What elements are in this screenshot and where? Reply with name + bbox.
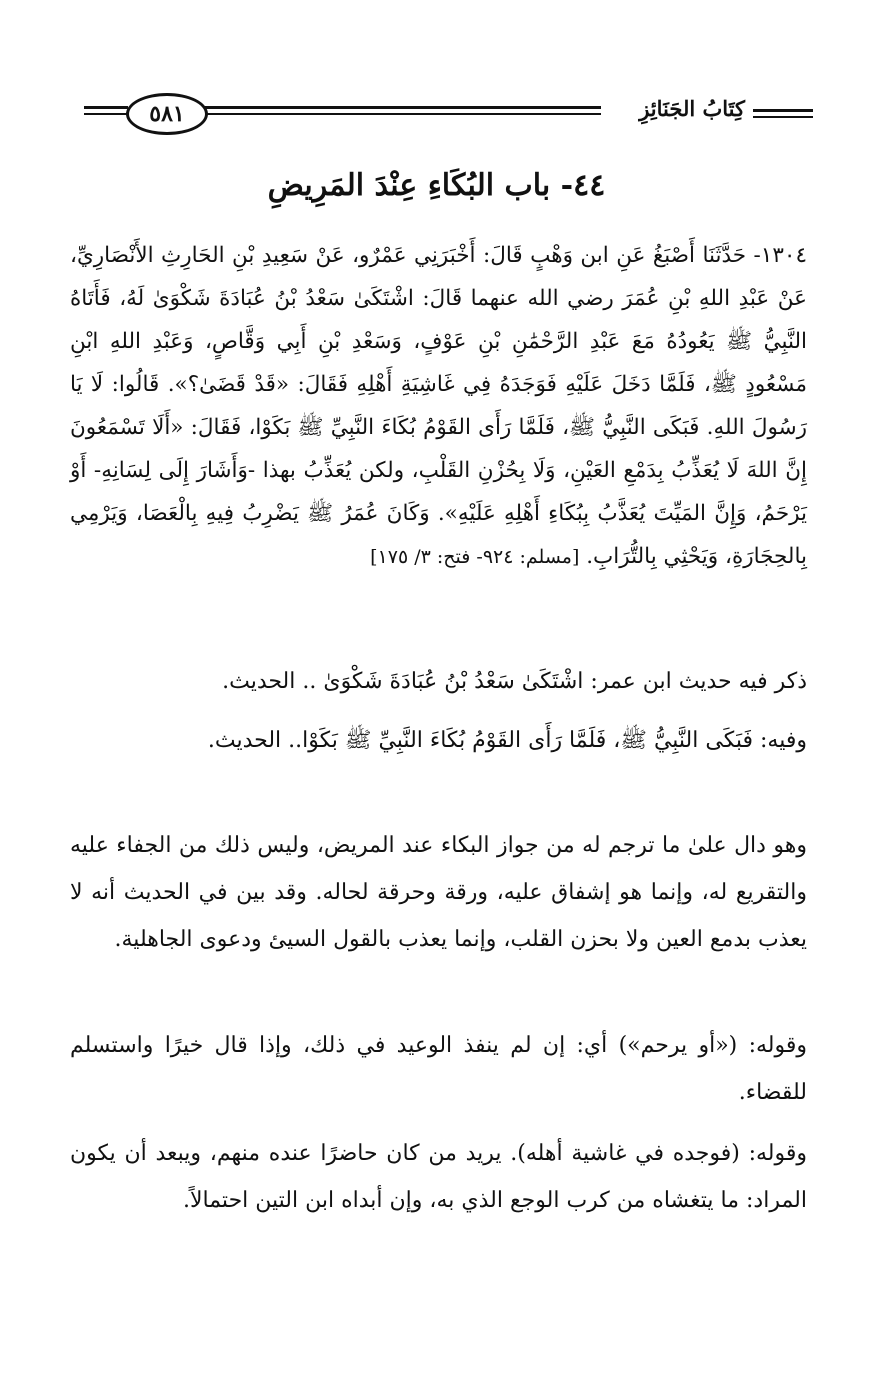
page-number: ٥٨١: [149, 101, 185, 127]
commentary-paragraph: ذكر فيه حديث ابن عمر: اشْتَكَىٰ سَعْدُ بْنُ عُبَادَةَ شَكْوَىٰ .. الحديث.: [222, 669, 807, 694]
chapter-title: ٤٤- باب البُكَاءِ عِنْدَ المَرِيضِ: [267, 168, 606, 203]
page-number-oval: [126, 93, 208, 135]
running-header: [84, 92, 813, 138]
header-rule-right-thin: [753, 116, 813, 118]
commentary-paragraph: وفيه: فَبَكَى النَّبِيُّ ﷺ، فَلَمَّا رَأَى القَوْمُ بُكَاءَ النَّبِيِّ ﷺ بَكَوْا.. الحديث.: [207, 728, 807, 753]
book-title: كِتَابُ الجَنَائِزِ: [639, 96, 745, 121]
header-rule-middle-thin: [202, 113, 601, 115]
header-rule-middle: [202, 106, 601, 109]
hadith-block: [70, 234, 807, 579]
commentary-paragraph: وهو دال علىٰ ما ترجم له من جواز البكاء عند المريض، وليس ذلك من الجفاء عليه والتقريع له، وإنما هو إشفاق عليه، ورقة وحرقة لحاله. وقد بين في الحديث أنه لا يعذب بدمع العين ولا بحزن القلب، وإنما يعذب بالقول السيئ ودعوى الجاهلية.: [70, 833, 807, 952]
header-rule-left-thin: [84, 113, 128, 115]
commentary-paragraph: وقوله: («أو يرحم») أي: إن لم ينفذ الوعيد في ذلك، وإذا قال خيرًا واستسلم للقضاء.: [70, 1033, 807, 1105]
hadith-reference: [مسلم: ٩٢٤- فتح: ٣/ ١٧٥]: [370, 546, 580, 568]
header-rule-right: [753, 109, 813, 112]
header-rule-left: [84, 106, 128, 109]
commentary-paragraph: وقوله: (فوجده في غاشية أهله). يريد من كان حاضرًا عنده منهم، ويبعد أن يكون المراد: ما يتغشاه من كرب الوجع الذي به، وإن أبداه ابن التين احتمالاً.: [70, 1141, 807, 1213]
hadith-text: ١٣٠٤- حَدَّثَنَا أَصْبَغُ عَنِ ابن وَهْبٍ قَالَ: أَخْبَرَنِي عَمْرٌو، عَنْ سَعِيدِ بْنِ الحَارِثِ الأَنْصَارِيِّ، عَنْ عَبْدِ اللهِ بْنِ عُمَرَ رضي الله عنهما قَالَ: اشْتَكَىٰ سَعْدُ بْنُ عُبَادَةَ شَكْوَىٰ لَهُ، فَأَتَاهُ النَّبِيُّ ﷺ يَعُودُهُ مَعَ عَبْدِ الرَّحْمَٰنِ بْنِ عَوْفٍ، وَسَعْدِ بْنِ أَبِي وَقَّاصٍ، وَعَبْدِ اللهِ ابْنِ مَسْعُودٍ ﷺ، فَلَمَّا دَخَلَ عَلَيْهِ فَوَجَدَهُ فِي غَاشِيَةِ أَهْلِهِ فَقَالَ: «قَدْ قَضَىٰ؟». قَالُوا: لَا يَا رَسُولَ اللهِ. فَبَكَى النَّبِيُّ ﷺ، فَلَمَّا رَأَى القَوْمُ بُكَاءَ النَّبِيِّ ﷺ بَكَوْا، فَقَالَ: «أَلَا تَسْمَعُونَ إِنَّ اللهَ لَا يُعَذِّبُ بِدَمْعِ العَيْنِ، وَلَا بِحُزْنِ القَلْبِ، ولكن يُعَذِّبُ بهذا -وَأَشَارَ إِلَى لِسَانِهِ- أَوْ يَرْحَمُ، وَإِنَّ المَيِّتَ يُعَذَّبُ بِبُكَاءِ أَهْلِهِ عَلَيْهِ». وَكَانَ عُمَرُ ﷺ يَضْرِبُ فِيهِ بِالْعَصَا، وَيَرْمِي بِالحِجَارَةِ، وَيَحْثِي بِالتُّرَابِ.: [70, 243, 807, 569]
